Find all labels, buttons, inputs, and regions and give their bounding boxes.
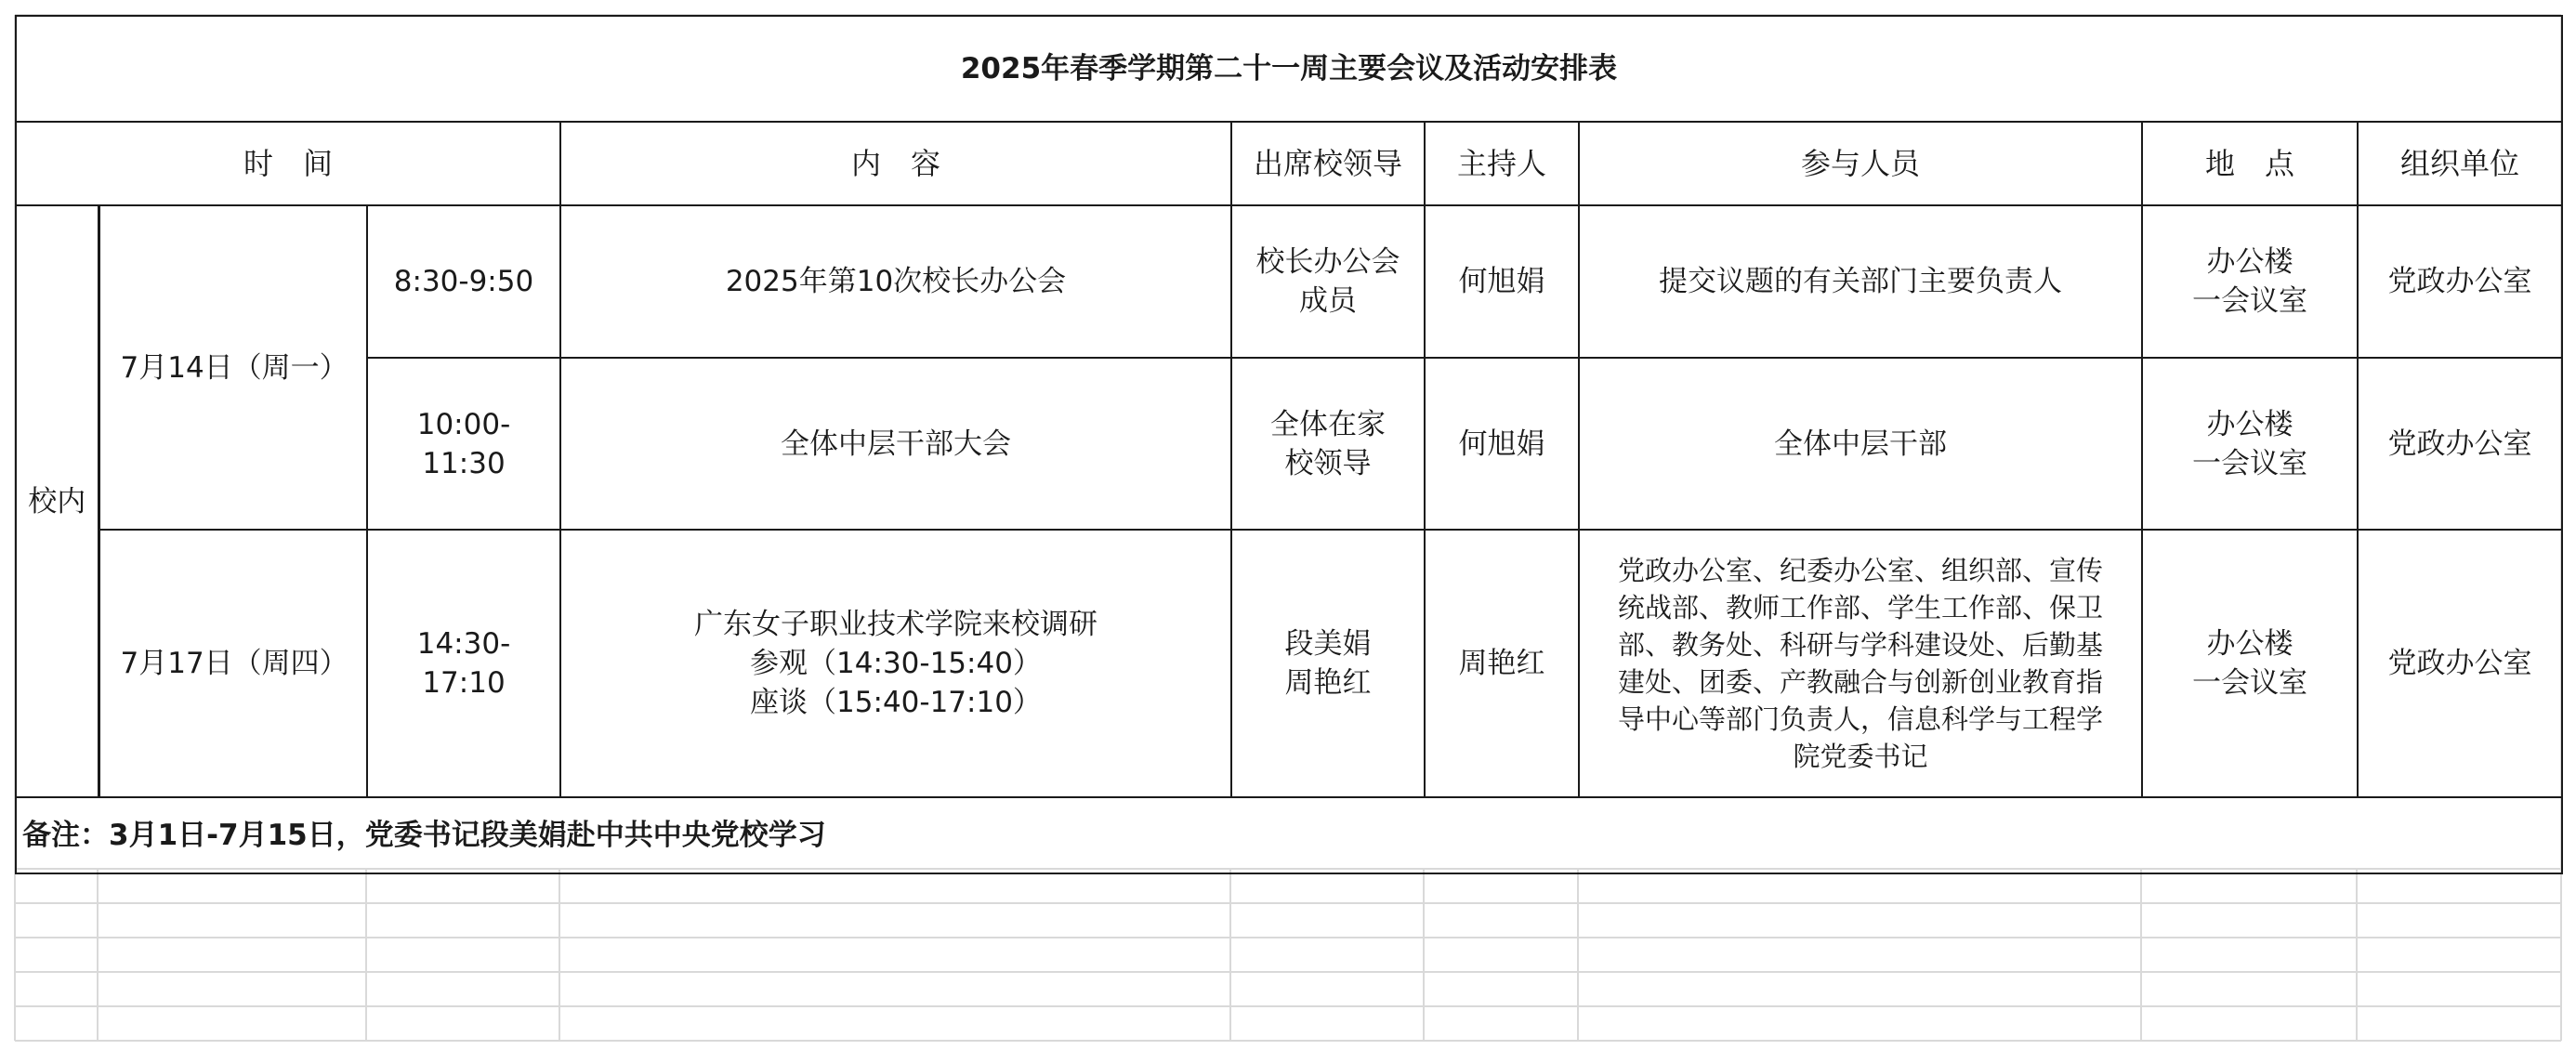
content-cell [560, 358, 1231, 530]
footnote: 备注：3月1日-7月15日，党委书记段美娟赴中共中央党校学习 [16, 797, 2562, 873]
leaders-line: 校长办公会 [1255, 245, 1400, 279]
participants-line: 院党委书记 [1793, 741, 1928, 772]
header-host: 主持人 [1425, 122, 1579, 205]
location-line: 一会议室 [2192, 666, 2307, 700]
organizer-cell: 党政办公室 [2358, 530, 2562, 797]
header-location: 地 点 [2142, 122, 2358, 205]
leaders-cell [1231, 205, 1425, 358]
scope-cell: 校内 [16, 205, 99, 797]
content-line: 全体中层干部大会 [781, 427, 1011, 461]
host-cell: 何旭娟 [1425, 358, 1579, 530]
participants-cell [1579, 530, 2142, 797]
participants-line: 党政办公室、纪委办公室、组织部、宣传 [1617, 555, 2103, 586]
leaders-cell [1231, 530, 1425, 797]
header-leaders: 出席校领导 [1231, 122, 1425, 205]
time-cell: 10:00-11:30 [367, 358, 560, 530]
header-content: 内 容 [560, 122, 1231, 205]
time-cell: 8:30-9:50 [367, 205, 560, 358]
table-row [16, 358, 2562, 530]
leaders-line: 校领导 [1284, 446, 1372, 480]
leaders-line: 全体在家 [1270, 407, 1386, 441]
participants-line: 建处、团委、产教融合与创新创业教育指 [1617, 666, 2103, 698]
content-cell [560, 530, 1231, 797]
location-line: 办公楼 [2206, 627, 2293, 661]
participants-line: 部、教务处、科研与学科建设处、后勤基 [1617, 629, 2103, 661]
host-cell: 何旭娟 [1425, 205, 1579, 358]
content-line: 座谈（15:40-17:10） [750, 686, 1042, 719]
header-time: 时 间 [16, 122, 560, 205]
header-organizer: 组织单位 [2358, 122, 2562, 205]
location-line: 办公楼 [2206, 407, 2293, 441]
location-cell [2142, 530, 2358, 797]
host-cell: 周艳红 [1425, 530, 1579, 797]
content-line: 参观（14:30-15:40） [750, 647, 1042, 680]
table-row [16, 530, 2562, 797]
header-participants: 参与人员 [1579, 122, 2142, 205]
location-line: 一会议室 [2192, 446, 2307, 480]
participants-line: 全体中层干部 [1774, 427, 1947, 461]
location-cell [2142, 358, 2358, 530]
page-title: 2025年春季学期第二十一周主要会议及活动安排表 [16, 16, 2562, 122]
date-cell: 7月17日（周四） [99, 530, 367, 797]
content-line: 2025年第10次校长办公会 [725, 265, 1067, 298]
participants-cell [1579, 205, 2142, 358]
organizer-cell: 党政办公室 [2358, 358, 2562, 530]
leaders-line: 周艳红 [1284, 666, 1372, 700]
leaders-line: 段美娟 [1284, 627, 1372, 661]
location-cell [2142, 205, 2358, 358]
content-cell [560, 205, 1231, 358]
location-line: 一会议室 [2192, 284, 2307, 318]
table-row [16, 205, 2562, 358]
location-line: 办公楼 [2206, 245, 2293, 279]
time-cell: 14:30-17:10 [367, 530, 560, 797]
participants-cell [1579, 358, 2142, 530]
date-cell: 7月14日（周一） [99, 205, 367, 530]
leaders-line: 成员 [1299, 284, 1357, 318]
organizer-cell: 党政办公室 [2358, 205, 2562, 358]
leaders-cell [1231, 358, 1425, 530]
participants-line: 提交议题的有关部门主要负责人 [1659, 265, 2062, 298]
content-line: 广东女子职业技术学院来校调研 [694, 608, 1097, 641]
participants-line: 统战部、教师工作部、学生工作部、保卫 [1617, 592, 2103, 623]
schedule-table [15, 15, 2563, 874]
schedule-sheet [15, 15, 2563, 874]
participants-line: 导中心等部门负责人，信息科学与工程学 [1617, 703, 2103, 735]
